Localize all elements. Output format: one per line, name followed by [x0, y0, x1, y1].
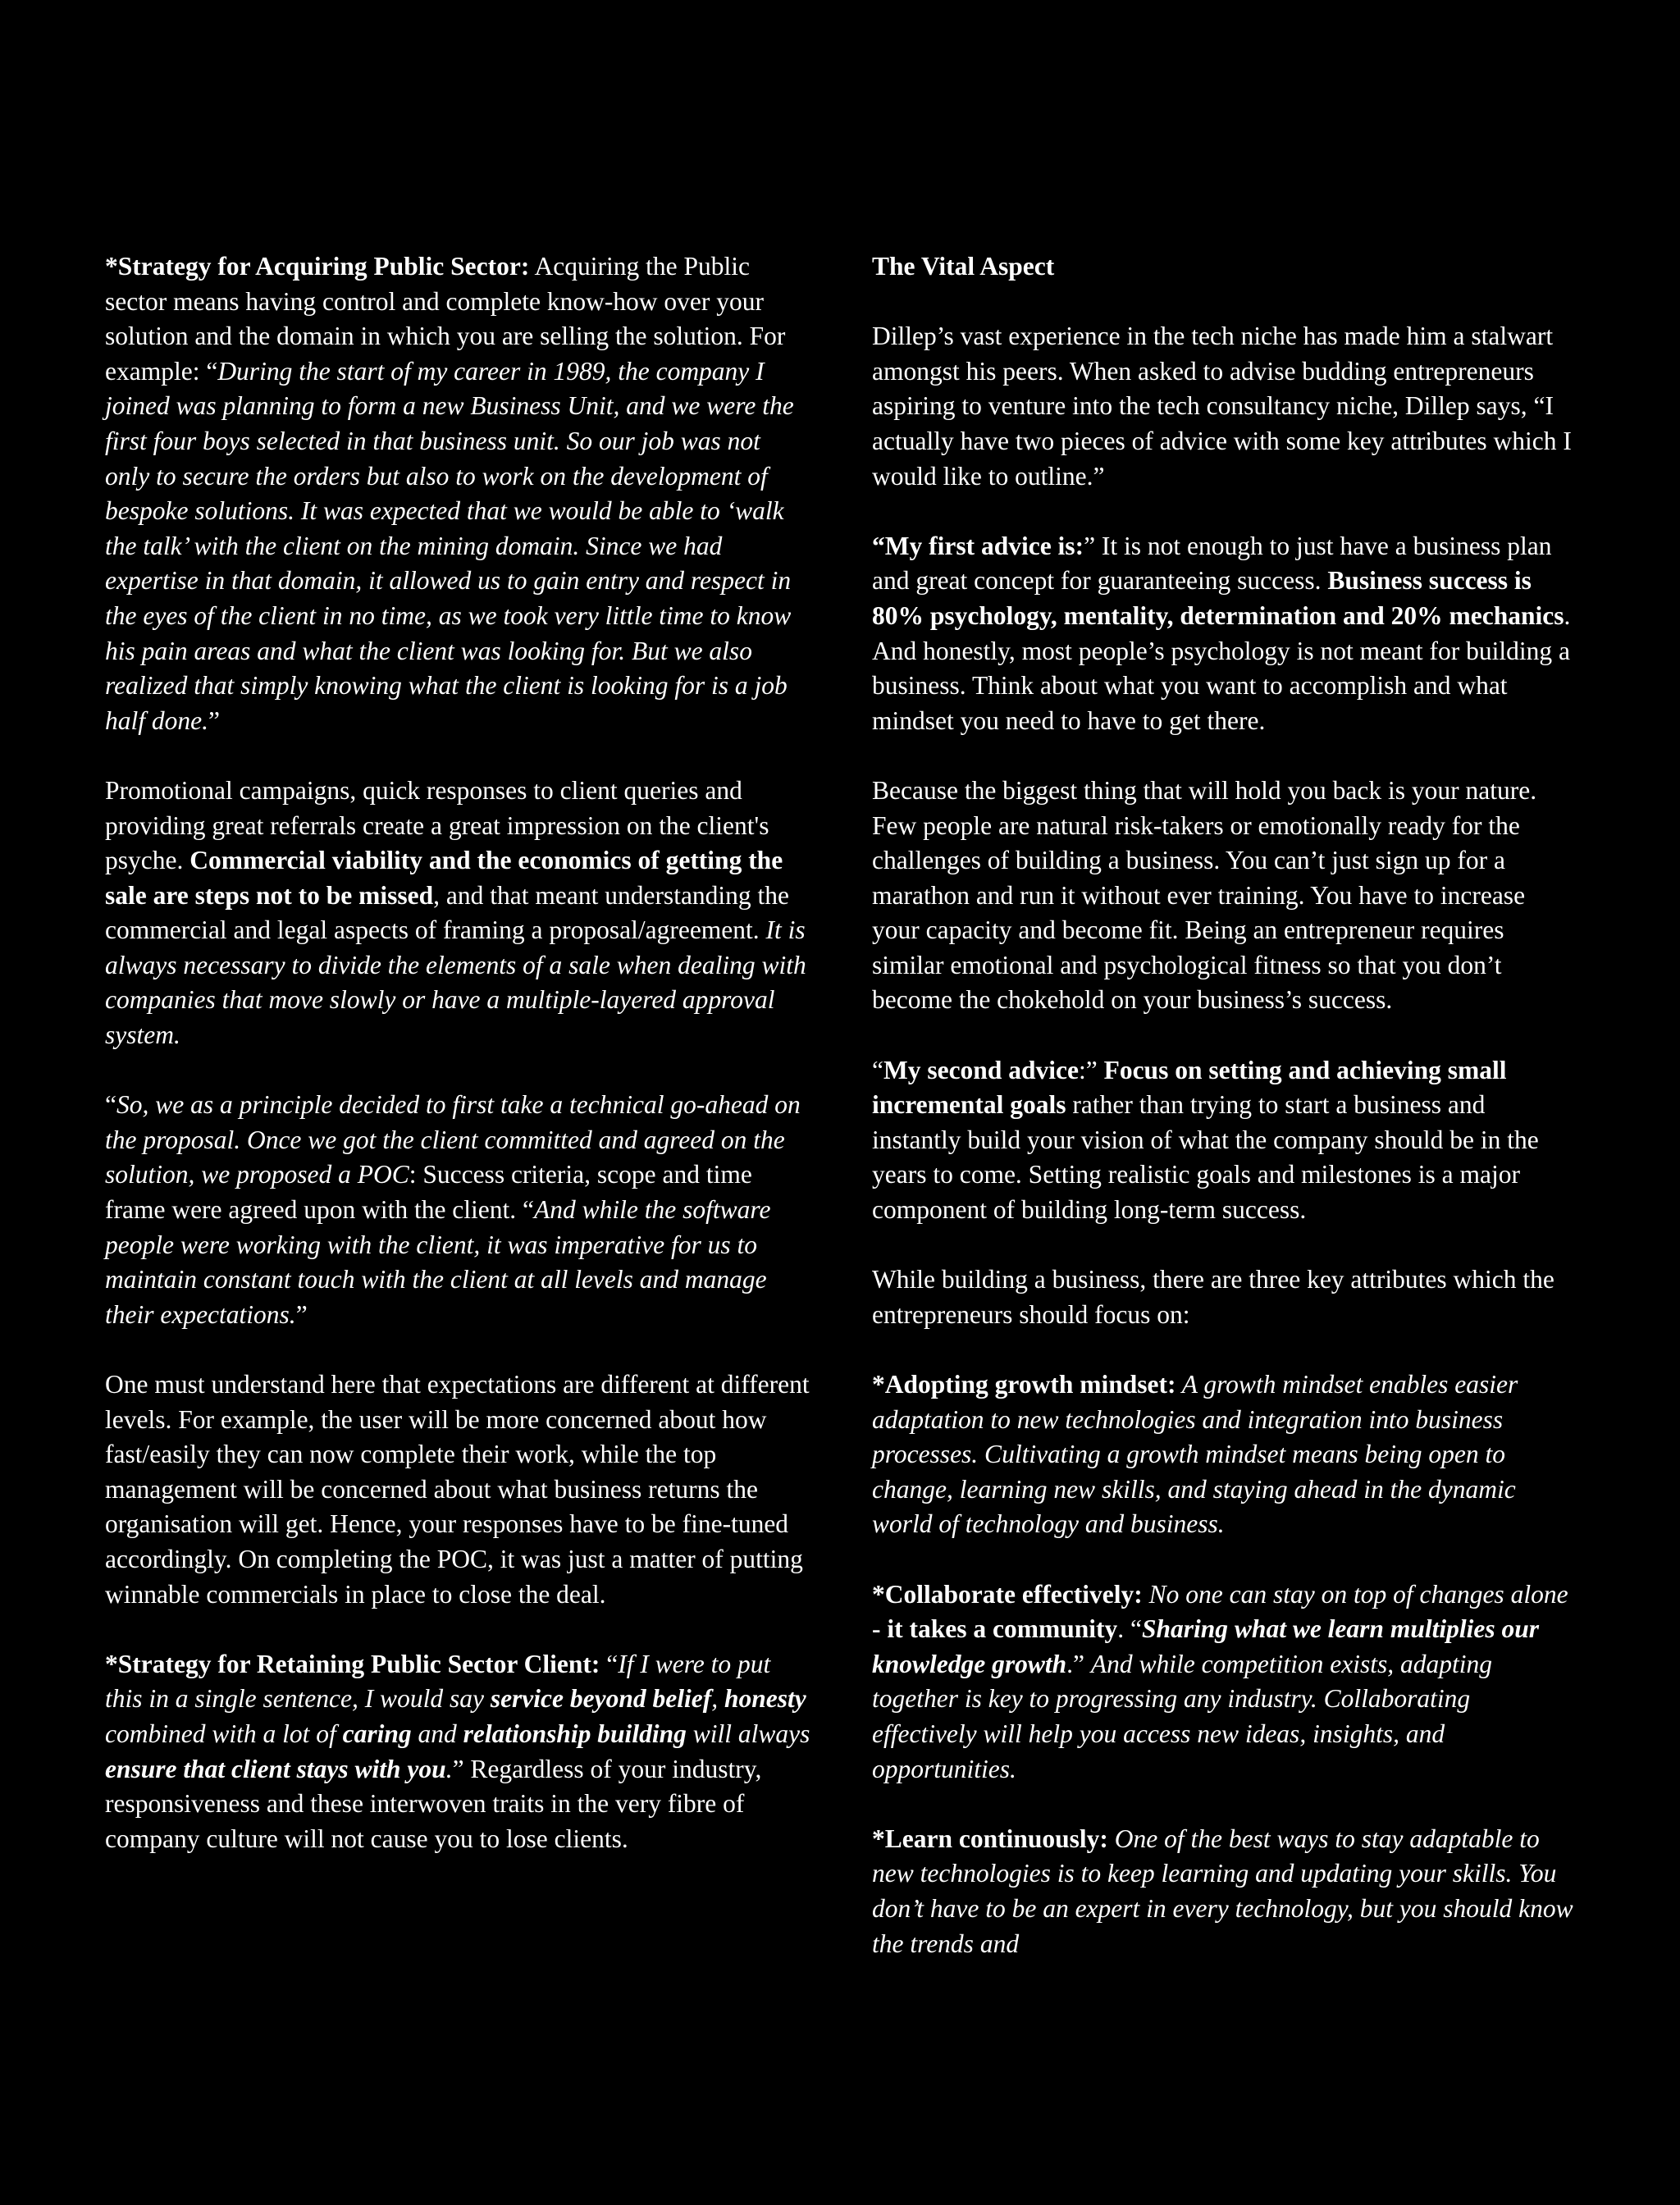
growth-mindset-text: A growth mindset enables easier adaptation to new technologies and integration into business processes. Cultivating a growth mindset means being open to change, learning new skills, and staying ahead in the dynamic world of technology and business. [872, 1370, 1518, 1539]
commercial-viability-emphasis: Commercial viability and the economics of getting the sale are steps not to be missed [105, 846, 783, 910]
second-advice-colon: :” [1078, 1055, 1104, 1084]
principle-open-quote: “ [105, 1090, 116, 1120]
growth-mindset-paragraph [872, 1367, 1577, 1542]
learn-continuously-label: *Learn continuously: [872, 1824, 1108, 1853]
poc-criteria-text: : Success criteria, scope and time frame were agreed upon with the client. “ [105, 1160, 752, 1225]
learn-continuously-text: One of the best ways to stay adaptable to new technologies is to keep learning and updating your skills. You don’t have to be an expert in every technology, but you should know the trends and [872, 1824, 1573, 1958]
caring-emphasis: caring [342, 1719, 412, 1748]
section-heading: The Vital Aspect [872, 252, 1055, 281]
relationship-building-emphasis: relationship building [463, 1719, 687, 1748]
sale-elements-italic: It is always necessary to divide the elements of a sale when dealing with companies that move slowly or have a multiple-layered approval system. [105, 915, 806, 1050]
growth-mindset-label: *Adopting growth mindset: [872, 1370, 1176, 1399]
second-advice-text: rather than trying to start a business and instantly build your vision of what the company should be in the years to come. Setting realistic goals and milestones is a major component of building long-term success. [872, 1090, 1539, 1225]
expectations-paragraph: One must understand here that expectations are different at different levels. For example, the user will be more concerned about how fast/easily they can now complete their work, while the top management will be concerned about what business returns the organisation will get. Hence, your responses have to be fine-tuned accordingly. On completing the POC, it was just a matter of putting winnable commercials in place to close the deal. [105, 1370, 810, 1609]
retaining-strategy-label: *Strategy for Retaining Public Sector Client: [105, 1649, 600, 1678]
retaining-quote-part-4: and [411, 1719, 463, 1748]
second-advice-label: My second advice [883, 1055, 1079, 1084]
career-quote: During the start of my career in 1989, the company I joined was planning to form a new Business Unit, and we were the first four boys selected in that business unit. So our job was not only to secure the orders but also to work on the development of bespoke solutions. It was expected that we would be able to ‘walk the talk’ with the client on the mining domain. Since we had expertise in that domain, it allowed us to gain entry and respect in the eyes of the client in no time, as we took very little time to know his pain areas and what the client was looking for. But we also realized that simply knowing what the client is looking for is a job half done. [105, 356, 794, 735]
promotional-paragraph [105, 774, 810, 1053]
collaborate-text-cont: And while competition exists, adapting together is key to progressing any industry. Collaborating effectively will help you access new ideas, insights, and opportunities. [872, 1649, 1492, 1783]
first-advice-open-quote: “ [872, 531, 885, 560]
nature-paragraph: Because the biggest thing that will hold you back is your nature. Few people are natural risk-takers or emotionally ready for the challenges of building a business. You can’t just sign up for a marathon and run it without ever training. You have to increase your capacity and become fit. Being an entrepreneur requires similar emotional and psychological fitness so that you don’t become the chokehold on your business’s success. [872, 775, 1537, 1015]
right-column [872, 249, 1577, 1961]
promotional-text: Promotional campaigns, quick responses to client queries and providing great referrals create a great impression on the client's psyche. [105, 775, 769, 875]
retaining-quote-part-6: . [445, 1754, 453, 1783]
retaining-quote-part-3: combined with a lot of [105, 1719, 343, 1748]
collaborate-label: *Collaborate effectively: [872, 1579, 1143, 1609]
first-advice-text-cont: . And honestly, most people’s psychology is not meant for building a business. Think about what you want to accomplish and what mindset you need to have to get there. [872, 600, 1571, 735]
sharing-quote-emphasis: Sharing what we learn multiplies our knowledge growth [872, 1614, 1539, 1678]
promotional-text-cont: , and that meant understanding the commercial and legal aspects of framing a proposal/agreement. [105, 880, 790, 945]
first-advice-paragraph [872, 529, 1577, 739]
client-stays-emphasis: ensure that client stays with you [105, 1754, 446, 1783]
collaborate-text: No one can stay on top of changes alone [1142, 1579, 1568, 1609]
quote-close: ” [208, 705, 220, 735]
principle-paragraph [105, 1088, 810, 1332]
collaborate-paragraph [872, 1577, 1577, 1787]
retaining-conclusion: ” Regardless of your industry, responsiveness and these interwoven traits in the very fibre of company culture will not cause you to lose clients. [105, 1754, 762, 1853]
service-beyond-belief-emphasis: service beyond belief [490, 1684, 712, 1714]
first-advice-label: My first advice is: [884, 531, 1084, 560]
retaining-quote-part-5: will always [686, 1719, 810, 1748]
left-column [105, 249, 810, 1856]
acquiring-strategy-label: *Strategy for Acquiring Public Sector: [105, 252, 530, 281]
retaining-strategy-paragraph [105, 1647, 810, 1857]
second-advice-open-quote: “ [872, 1055, 883, 1084]
retaining-open-quote: “ [600, 1649, 619, 1678]
community-emphasis: - it takes a community [872, 1614, 1118, 1644]
collaborate-open-quote: . “ [1117, 1614, 1142, 1644]
incremental-goals-emphasis: Focus on setting and achieving small incremental goals [872, 1055, 1507, 1120]
second-advice-paragraph [872, 1053, 1577, 1228]
key-attributes-intro: While building a business, there are three key attributes which the entrepreneurs should focus on: [872, 1265, 1554, 1329]
acquiring-strategy-paragraph [105, 249, 810, 738]
business-success-emphasis: Business success is 80% psychology, mentality, determination and 20% mechanics [872, 566, 1564, 630]
software-people-quote: And while the software people were working with the client, it was imperative for us to maintain constant touch with the client at all levels and manage their expectations. [105, 1195, 771, 1329]
acquiring-strategy-intro: Acquiring the Public sector means having control and complete know-how over your solution and the domain in which you are selling the solution. For example: “ [105, 252, 786, 386]
principle-quote: So, we as a principle decided to first take a technical go-ahead on the proposal. Once we got the client committed and agreed on the solution, we proposed a POC [105, 1090, 801, 1189]
retaining-quote-part-2: , [711, 1684, 724, 1714]
learn-continuously-paragraph [872, 1822, 1577, 1961]
collaborate-close-quote: .” [1066, 1649, 1091, 1678]
principle-close-quote: ” [295, 1299, 308, 1329]
retaining-quote-part-1: If I were to put this in a single sentence, I would say [105, 1649, 771, 1714]
first-advice-text: ” It is not enough to just have a business plan and great concept for guaranteeing success. [872, 531, 1552, 596]
dillep-intro-paragraph: Dillep’s vast experience in the tech niche has made him a stalwart amongst his peers. When asked to advise budding entrepreneurs aspiring to venture into the tech consultancy niche, Dillep says, “I actually have two pieces of advice with some key attributes which I would like to outline.” [872, 322, 1572, 491]
honesty-emphasis: honesty [724, 1684, 806, 1714]
